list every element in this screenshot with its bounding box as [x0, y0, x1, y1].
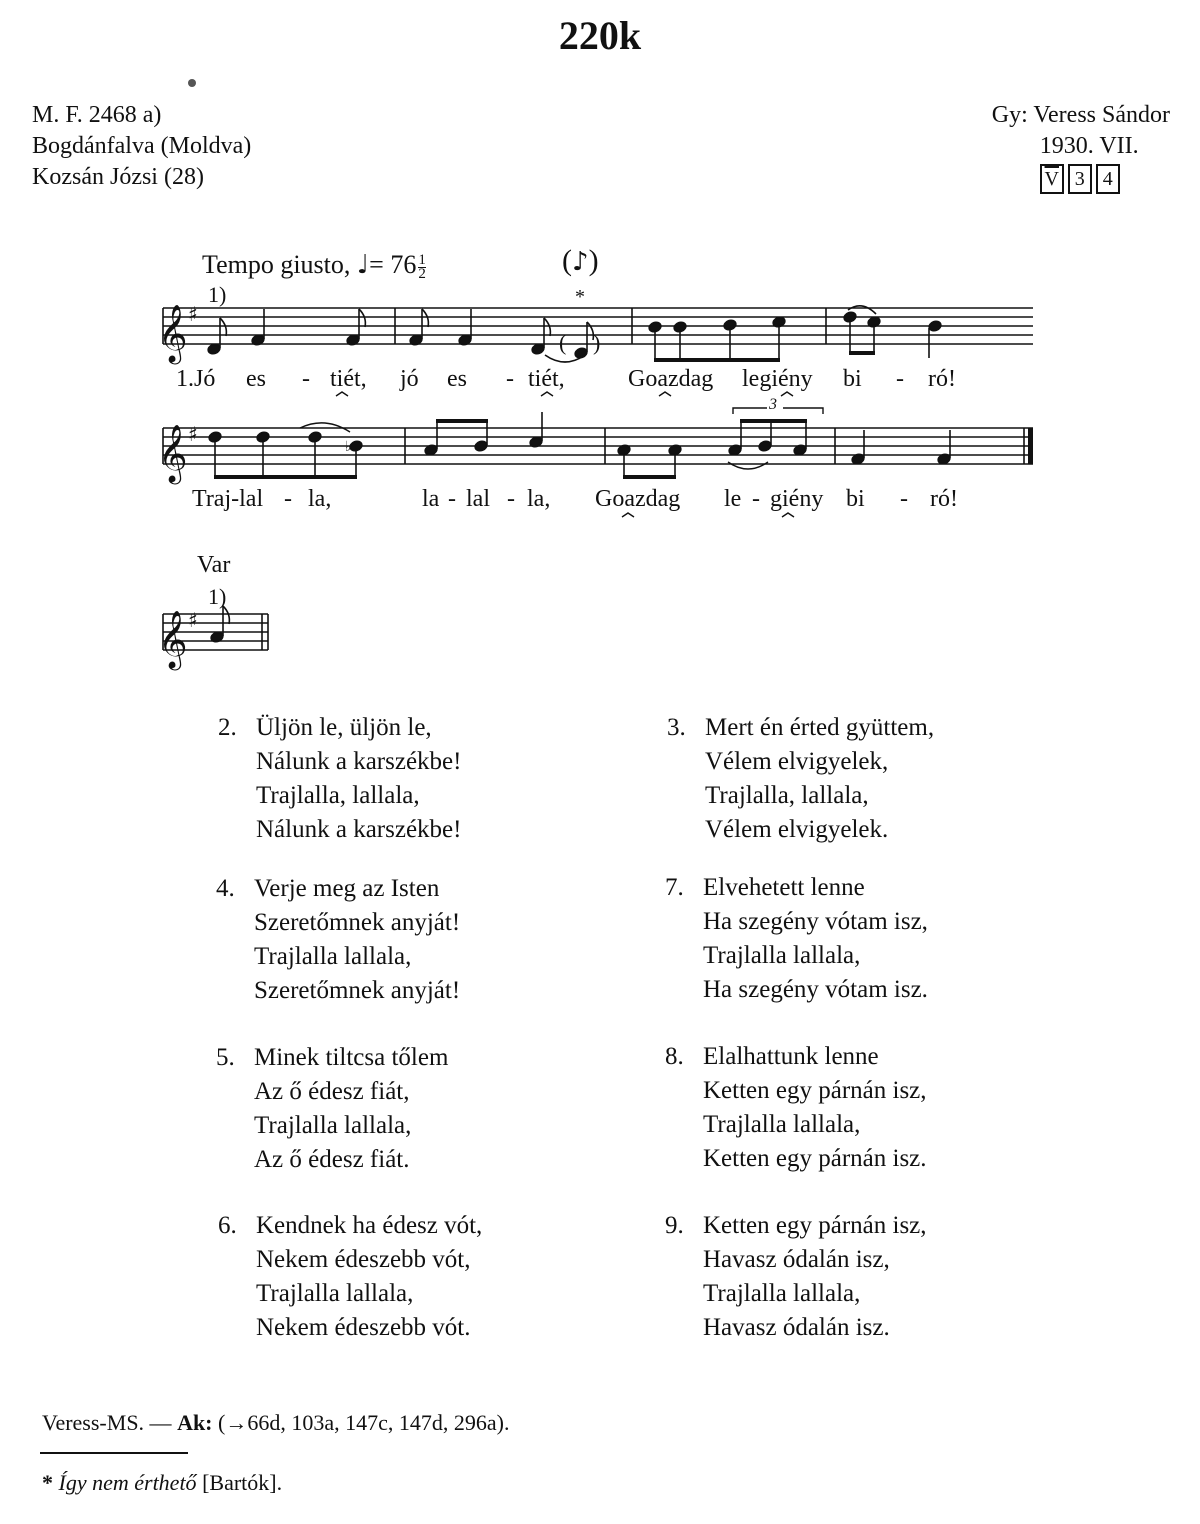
variant-note: [210, 606, 224, 643]
stanza-line: Ketten egy párnán isz.: [703, 1145, 927, 1172]
lyric-syllable: es: [447, 366, 467, 392]
stanza-number: 8.: [665, 1043, 684, 1070]
stanza-line: Az ő édesz fiát.: [254, 1146, 410, 1173]
stanza-line: Minek tiltcsa tőlem: [254, 1044, 449, 1071]
location: Bogdánfalva (Moldva): [32, 133, 252, 159]
stanza-number: 4.: [216, 875, 235, 902]
staff-2: [163, 428, 1033, 464]
class-box: $\overline{V}$: [1040, 164, 1064, 194]
stanza-line: Üljön le, üljön le,: [256, 714, 432, 741]
lyric-syllable: -: [284, 486, 292, 512]
stanza-line: Havasz ódalán isz,: [703, 1246, 890, 1273]
lyric-syllable: la,: [527, 486, 551, 512]
stanza-line: Nekem édeszebb vót,: [256, 1246, 471, 1273]
lyric-syllable: Goazdag: [595, 486, 681, 512]
sharp-icon: ♯: [188, 302, 198, 326]
page-title: 220k: [558, 13, 642, 58]
lyric-syllable: bi: [843, 366, 862, 392]
treble-clef-icon: 𝄞: [158, 424, 188, 482]
collection-date: 1930. VII.: [1039, 133, 1139, 159]
tempo-fraction: $\frac{1}{2}$: [418, 251, 426, 282]
lyric-syllable: tiét,: [528, 366, 565, 392]
flat-icon: ♭: [345, 439, 352, 455]
source-reference: [42, 1410, 509, 1436]
lyric-syllable: -: [506, 366, 514, 392]
stanza-line: Nálunk a karszékbe!: [256, 748, 462, 775]
stanza-line: Trajlalla, lallala,: [256, 782, 420, 809]
star-marker: *: [575, 286, 585, 308]
performer: Kozsán Józsi (28): [32, 164, 204, 190]
stanza-line: Verje meg az Isten: [254, 875, 440, 902]
stanza-line: Havasz ódalán isz.: [703, 1314, 890, 1341]
collection-number: M. F. 2468 a): [32, 102, 162, 128]
lyric-syllable: -: [752, 486, 760, 512]
tempo-text: Tempo giusto,: [202, 250, 351, 279]
stanza-line: Szeretőmnek anyját!: [254, 909, 461, 936]
lyric-syllable: 1.Jó: [176, 366, 216, 392]
lyric-syllable: -: [448, 486, 456, 512]
class-box: 4: [1096, 164, 1120, 194]
eighth-note-icon: ♪: [572, 247, 589, 277]
stanza-line: Trajlalla lallala,: [703, 942, 861, 969]
stanza-line: Ha szegény vótam isz,: [703, 908, 928, 935]
stanza-line: Vélem elvigyelek.: [705, 816, 889, 843]
footnote-text: Így nem érthető: [58, 1470, 197, 1495]
lyric-syllable: la,: [308, 486, 332, 512]
lyric-syllable: giény: [770, 486, 824, 512]
stanza-line: Ketten egy párnán isz,: [703, 1212, 927, 1239]
lyric-syllable: bi: [846, 486, 865, 512]
stanza-line: Elvehetett lenne: [703, 874, 865, 901]
stanza-line: Ha szegény vótam isz.: [703, 976, 928, 1003]
stanza-line: Nekem édeszebb vót.: [256, 1314, 471, 1341]
treble-clef-icon: 𝄞: [158, 304, 188, 362]
lyric-syllable: ró!: [928, 366, 956, 392]
lyric-syllable: Traj-lal: [192, 486, 264, 512]
grace-note-paren: (♪): [562, 244, 599, 277]
stanza-number: 6.: [218, 1212, 237, 1239]
variant-marker: 1): [208, 584, 227, 609]
stanza-number: 9.: [665, 1212, 684, 1239]
footnote-attribution: [Bartók].: [196, 1470, 283, 1495]
lyric-syllable: tiét,: [330, 366, 367, 392]
stanza-line: Trajlalla lallala,: [703, 1111, 861, 1138]
lyric-syllable: es: [246, 366, 266, 392]
lyric-syllable: la: [422, 486, 440, 512]
lyric-syllable: legiény: [742, 366, 813, 392]
grace-paren-small: (: [559, 330, 567, 355]
footnote-star: *: [42, 1470, 59, 1495]
sharp-icon: ♯: [188, 422, 198, 446]
stanza-line: Trajlalla, lallala,: [705, 782, 869, 809]
ak-refs: (→66d, 103a, 147c, 147d, 296a).: [212, 1410, 510, 1435]
quarter-note-icon: ♩: [356, 250, 370, 280]
class-box: 3: [1068, 164, 1092, 194]
footnote-divider: [40, 1452, 188, 1454]
stanza-line: Nálunk a karszékbe!: [256, 816, 462, 843]
stanza-number: 2.: [218, 714, 237, 741]
lyric-syllable: jó: [400, 366, 419, 392]
grace-paren-small-close: ): [593, 330, 601, 355]
lyric-syllable: -: [507, 486, 515, 512]
lyric-syllable: le: [724, 486, 742, 512]
lyric-syllable: Goazdag: [628, 366, 714, 392]
ink-dot: [188, 79, 196, 87]
manuscript-ref: Veress-MS. —: [42, 1410, 178, 1435]
stanza-line: Trajlalla lallala,: [703, 1280, 861, 1307]
triplet-number: 3: [769, 396, 777, 413]
ak-label: Ak:: [177, 1410, 213, 1435]
lyric-syllable: -: [896, 366, 904, 392]
sharp-icon: ♯: [188, 608, 198, 632]
stanza-line: Vélem elvigyelek,: [705, 748, 889, 775]
stanza-line: Szeretőmnek anyját!: [254, 977, 461, 1004]
tempo-mm: = 76: [369, 250, 417, 279]
stanza-number: 5.: [216, 1044, 235, 1071]
stanza-line: Elalhattunk lenne: [703, 1043, 879, 1070]
stanza-line: Trajlalla lallala,: [254, 943, 412, 970]
variant-label: Var: [197, 552, 231, 578]
lyric-syllable: lal: [466, 486, 490, 512]
stanza-number: 3.: [667, 714, 686, 741]
lyric-syllable: ró!: [930, 486, 958, 512]
collector: Gy: Veress Sándor: [991, 102, 1170, 128]
stanza-line: Trajlalla lallala,: [256, 1280, 414, 1307]
stanza-line: Az ő édesz fiát,: [254, 1078, 410, 1105]
treble-clef-icon: 𝄞: [158, 610, 188, 668]
stanza-line: Ketten egy párnán isz,: [703, 1077, 927, 1104]
lyric-syllable: -: [302, 366, 310, 392]
stanza-line: Trajlalla lallala,: [254, 1112, 412, 1139]
footnote: [42, 1470, 282, 1496]
lyric-syllable: -: [900, 486, 908, 512]
stanza-number: 7.: [665, 874, 684, 901]
stanza-line: Kendnek ha édesz vót,: [256, 1212, 483, 1239]
footnote-marker: 1): [208, 282, 227, 307]
stanza-line: Mert én érted gyüttem,: [705, 714, 935, 741]
